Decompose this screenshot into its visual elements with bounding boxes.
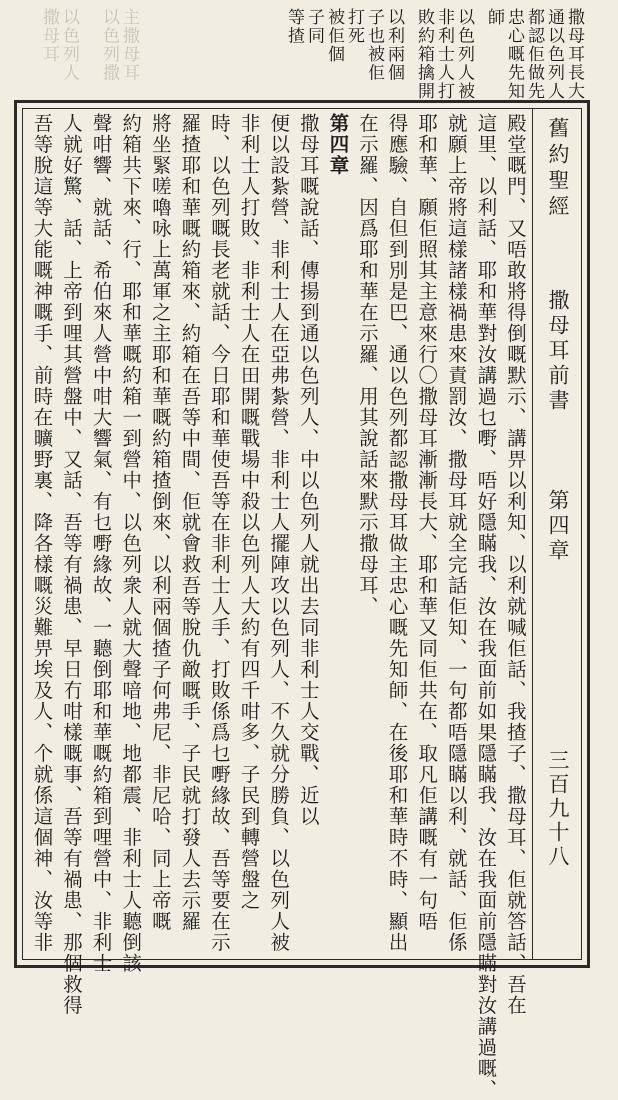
text-column: 撒母耳嘅說話、傳揚到通以色列人、中以色列人就出去同非利士人交戰、近以	[296, 113, 320, 827]
page-number: 三百九十八	[546, 749, 570, 869]
headnote-column: 等揸	[284, 8, 304, 45]
text-column: 將坐緊嗟嚕咏上萬軍之主耶和華嘅約箱揸倒來、以利兩個揸子何弗尼、非尼哈、同上帝嘅	[148, 113, 172, 932]
headnote-column: 敗約箱擒開	[414, 8, 434, 101]
headnote-column: 都認佢做先	[524, 8, 544, 101]
text-column: 約箱共下來、行、耶和華嘅約箱一到營中、以色列衆人就大聲喑地、地都震、非利士人聽倒該	[119, 113, 143, 974]
headnote-column: 子同	[304, 8, 324, 45]
faint-headnote-column: 撒母耳	[39, 8, 59, 64]
text-column: 便以設紮營、非利士人在亞弗紮營、非利士人擺陣攻以色列人、不久就分勝負、以色列人被	[267, 113, 291, 953]
headnote-column: 以利兩個	[384, 8, 404, 82]
running-head-chapter: 第四章	[546, 489, 570, 564]
headnote-column: 被佢個	[324, 8, 344, 64]
headnote-column: 撒母耳長大	[564, 8, 584, 101]
text-column: 耶和華、願佢照其主意來行〇撒母耳漸漸長大、耶和華又同佢共在、取凡佢講嘅有一句唔	[415, 113, 439, 932]
running-head	[532, 109, 581, 959]
running-head-title: 舊約聖經	[546, 117, 570, 221]
faint-headnote-column: 主撒母耳	[119, 8, 139, 82]
headnote-column: 打死	[344, 8, 364, 45]
text-column: 在示羅、因爲耶和華在示羅、用其說話來默示撒母耳、	[356, 113, 379, 617]
text-column: 殿堂嘅門、又唔敢將得倒嘅默示、講畀以利知、以利就喊佢話、我揸子、撒母耳、佢就答話、吾在	[504, 113, 527, 1016]
faint-headnote-column: 以色列人	[59, 8, 79, 82]
running-head-book: 撒母耳前書	[546, 289, 570, 414]
headnote-column: 師	[484, 8, 504, 27]
faint-headnote-column: 以色列撒	[99, 8, 119, 82]
chapter-heading: 第四章	[326, 113, 350, 176]
text-column: 就願上帝將這樣諸樣禍患來責罰汝、撒母耳就全完話佢知、一句都唔隱瞞以利、就話、佢係	[444, 113, 468, 953]
body-text	[27, 113, 527, 1100]
text-column: 人就好驚、話、上帝到哩其營盤中、又話、吾等有禍患、早日冇咁樣嘅事、吾等有禍患、那個救得	[60, 113, 83, 1016]
text-column: 聲咁響、就話、希伯來人營中咁大響氣、有乜嘢緣故、一聽倒耶和華嘅約箱到哩營中、非利士	[89, 113, 113, 974]
headnote-column: 通以色列人	[544, 8, 564, 101]
headnote-column: 子也被佢	[364, 8, 384, 82]
page-frame	[14, 100, 590, 1100]
text-column: 得應驗、自但到別是巴、通以色列都認撒母耳做主忠心嘅先知師、在後耶和華時不時、顯出	[385, 113, 409, 953]
text-column: 羅揸耶和華嘅約箱來、約箱在吾等中間、佢就會救吾等脫仇敵嘅手、子民就打發人去示羅	[178, 113, 202, 932]
marginal-headnotes	[39, 8, 590, 108]
headnote-column: 以色列人被	[454, 8, 474, 101]
text-column: 吾等脫這等大能嘅神嘅手、前時在曠野裏、降各樣嘅災難畀埃及人、个就係這個神、汝等非	[30, 113, 54, 953]
text-column: 非利士人打敗、非利士人在田開嘅戰場中殺以色列人大約有四千咁多、子民到轉營盤之	[237, 113, 261, 911]
page-inner-frame	[22, 108, 582, 1100]
text-column: 時、以色列嘅長老就話、今日耶和華使吾等在非利士人手、打敗係爲乜嘢緣故、吾等要在示	[208, 113, 231, 953]
headnote-column: 忠心嘅先知	[504, 8, 524, 101]
text-column: 這里、以利話、耶和華對汝講過乜嘢、唔好隱瞞我、汝在我面前如果隱瞞我、汝在我面前隱瞞對汝講過嘅、	[474, 113, 498, 1100]
headnote-column: 非利士人打	[434, 8, 454, 101]
